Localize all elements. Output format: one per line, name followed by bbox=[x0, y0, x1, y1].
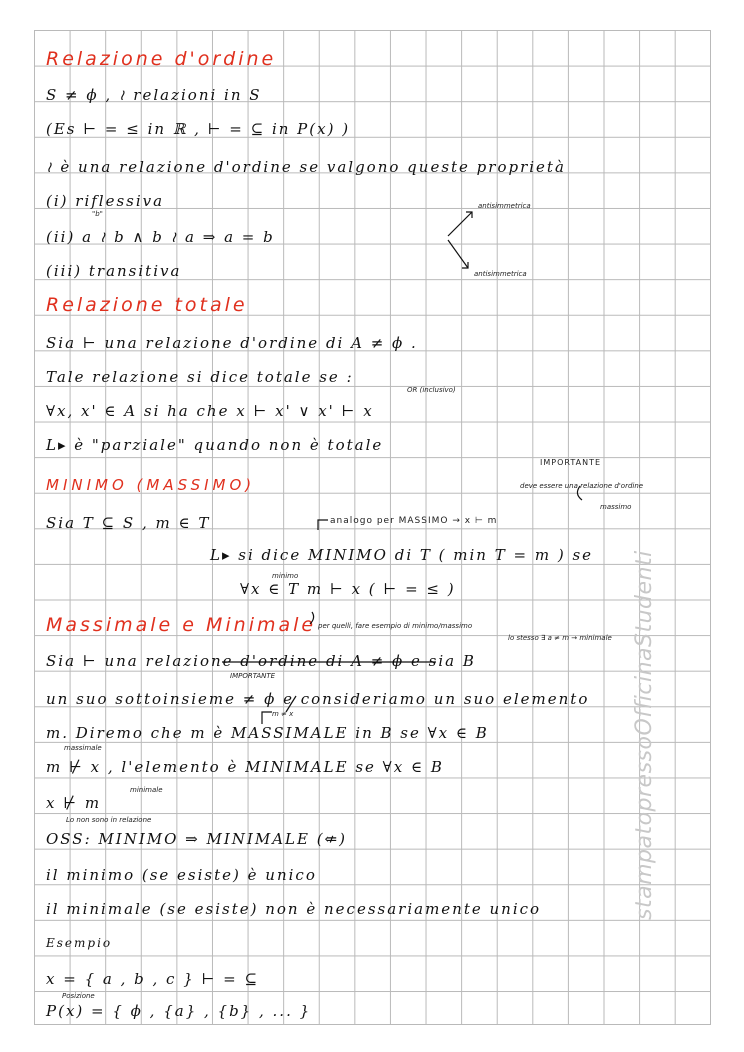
text-line: (i) riflessiva bbox=[46, 192, 165, 210]
text-line: x = { a , b , c } ⊢ = ⊆ bbox=[46, 970, 260, 988]
massimo-note: massimo bbox=[600, 503, 632, 511]
massimale-note: massimale bbox=[64, 744, 102, 752]
or-inclusive-note: OR (inclusivo) bbox=[407, 386, 456, 394]
analogo-note: analogo per MASSIMO → x ⊢ m bbox=[330, 516, 498, 526]
text-line: x ⊬ m bbox=[46, 794, 102, 812]
importante-note: IMPORTANTE bbox=[540, 458, 602, 467]
text-line: L▸ è "parziale" quando non è totale bbox=[46, 436, 384, 454]
text-line: Tale relazione si dice totale se : bbox=[46, 368, 354, 386]
m-neq-x-note: m ≠ x bbox=[272, 710, 294, 718]
text-line: Sia ⊢ una relazione d'ordine di A ≠ ϕ e sia B bbox=[46, 652, 476, 670]
text-line: Esempio bbox=[46, 936, 113, 950]
text-line: m. Diremo che m è MASSIMALE in B se ∀x ∈ B bbox=[46, 724, 489, 742]
text-line: m ⊬ x , l'elemento è MINIMALE se ∀x ∈ B bbox=[46, 758, 444, 776]
per-quelli-note-2: lo stesso ∃ a ≠ m → minimale bbox=[508, 634, 612, 642]
text-line: S ≠ ϕ , ≀ relazioni in S bbox=[46, 86, 262, 104]
text-line: un suo sottoinsieme ≠ ϕ e consideriamo un suo elemento bbox=[46, 690, 590, 708]
slash-stroke bbox=[286, 696, 296, 712]
text-line: (ii) a ≀ b ∧ b ≀ a ⇒ a = b bbox=[46, 228, 275, 246]
text-line: ∀x, x' ∈ A si ha che x ⊢ x' ∨ x' ⊢ x bbox=[46, 402, 374, 420]
text-line: OSS: MINIMO ⇒ MINIMALE (⇍) bbox=[46, 830, 347, 848]
arrow-down-icon bbox=[448, 240, 468, 268]
text-line: (iii) transitiva bbox=[46, 262, 182, 280]
arrow-up-icon bbox=[448, 212, 472, 236]
squiggle-icon bbox=[310, 612, 314, 624]
quote-b-note: "b" bbox=[92, 210, 103, 218]
non-in-relazione-note: Lo non sono in relazione bbox=[66, 816, 152, 824]
per-quelli-note: per quelli, fare esempio di minimo/massimo bbox=[318, 622, 473, 630]
heading-minimo-massimo: MINIMO (MASSIMO) bbox=[46, 476, 256, 494]
minimo-note: minimo bbox=[272, 572, 299, 580]
antisymmetric-note: antisimmetrica bbox=[478, 202, 531, 210]
text-line: Sia T ⊆ S , m ∈ T bbox=[46, 514, 211, 532]
importante-note-2: IMPORTANTE bbox=[230, 672, 276, 680]
antisymmetric-note: antisimmetrica bbox=[474, 270, 527, 278]
text-line: il minimale (se esiste) non è necessariamente unico bbox=[46, 900, 542, 918]
posizione-note: Posizione bbox=[62, 992, 95, 1000]
heading-massimale-minimale: Massimale e Minimale bbox=[46, 614, 317, 636]
bracket-arrow-icon bbox=[262, 712, 272, 724]
text-line: il minimo (se esiste) è unico bbox=[46, 866, 317, 884]
importante-sub-note: deve essere una relazione d'ordine bbox=[520, 482, 644, 490]
text-line: L▸ si dice MINIMO di T ( min T = m ) se bbox=[210, 546, 594, 564]
text-line: Sia ⊢ una relazione d'ordine di A ≠ ϕ . bbox=[46, 334, 418, 352]
watermark: stampatopressoOfficinaStudenti bbox=[632, 550, 657, 920]
text-line: (Es ⊢ = ≤ in ℝ , ⊢ = ⊆ in P(x) ) bbox=[46, 120, 351, 138]
text-line: ∀x ∈ T m ⊢ x ( ⊢ = ≤ ) bbox=[240, 580, 456, 598]
text-line: ≀ è una relazione d'ordine se valgono queste proprietà bbox=[46, 158, 566, 176]
bracket-arrow-icon bbox=[318, 520, 328, 530]
minimale-note: minimale bbox=[130, 786, 163, 794]
heading-relazione-totale: Relazione totale bbox=[46, 294, 248, 316]
squiggle-icon bbox=[577, 486, 582, 500]
heading-relazione-ordine: Relazione d'ordine bbox=[46, 48, 277, 70]
text-line: P(x) = { ϕ , {a} , {b} , ... } bbox=[46, 1002, 312, 1020]
